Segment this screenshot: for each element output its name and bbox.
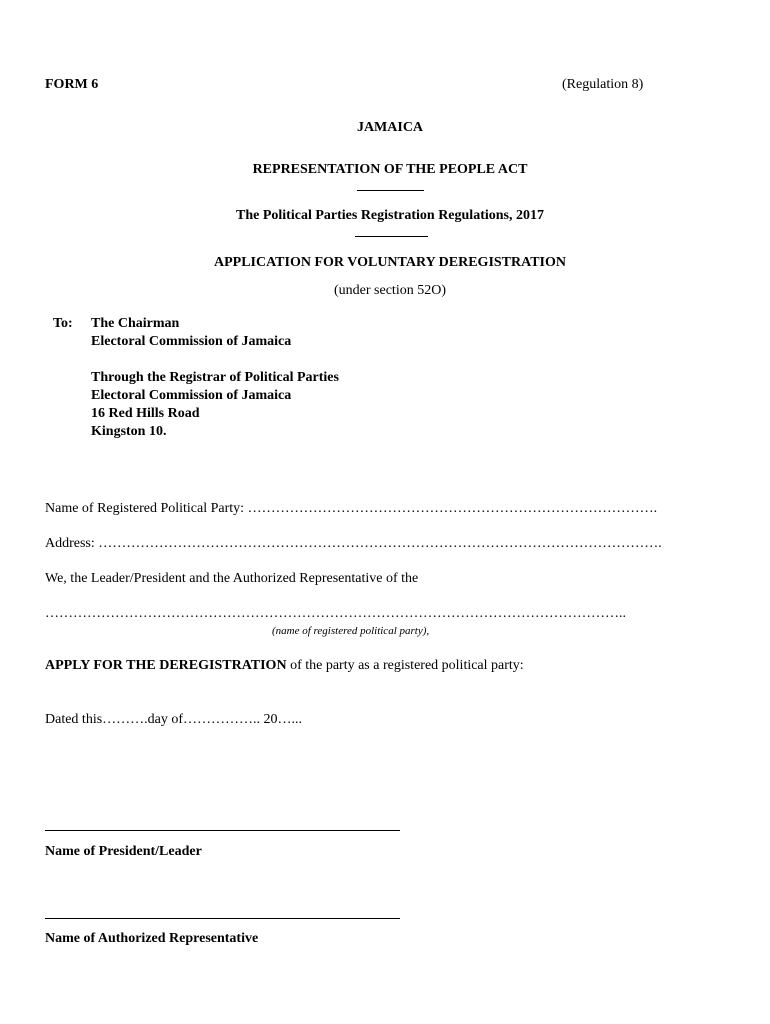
regulations-underline: [355, 236, 428, 237]
form-number: FORM 6: [45, 77, 99, 92]
dated-field[interactable]: Dated this……….day of…………….. 20…...: [45, 712, 303, 727]
president-name-label: Name of President/Leader: [45, 844, 202, 859]
apply-statement: [45, 659, 524, 673]
party-name-caption: (name of registered political party),: [272, 625, 430, 637]
act-title: REPRESENTATION OF THE PEOPLE ACT: [252, 162, 528, 177]
through-line-2: Electoral Commission of Jamaica: [91, 388, 292, 403]
act-underline: [357, 190, 424, 191]
country-title: JAMAICA: [356, 120, 424, 135]
through-line-4: Kingston 10.: [91, 424, 167, 439]
apply-statement-rest: of the party as a registered political party:: [286, 658, 524, 673]
section-reference: (under section 52O): [334, 283, 446, 298]
president-signature-line[interactable]: [45, 830, 400, 831]
representative-signature-line[interactable]: [45, 918, 400, 919]
regulations-title: The Political Parties Registration Regulations, 2017: [236, 208, 544, 223]
to-label: To:: [53, 316, 73, 331]
representative-name-label: Name of Authorized Representative: [45, 931, 259, 946]
address-field[interactable]: Address: ………………………………………………………………………………………………………….: [45, 536, 662, 551]
through-line-3: 16 Red Hills Road: [91, 406, 200, 421]
party-name-blank[interactable]: ……………………………………………………………………………………………………………..: [45, 606, 626, 621]
party-name-field[interactable]: Name of Registered Political Party: …………………………………………………………………………….: [45, 501, 658, 516]
regulation-reference: (Regulation 8): [562, 77, 644, 92]
through-line-1: Through the Registrar of Political Parties: [91, 370, 339, 385]
addressee-line-1: The Chairman: [91, 316, 180, 331]
apply-statement-bold: APPLY FOR THE DEREGISTRATION: [45, 658, 287, 673]
application-title: APPLICATION FOR VOLUNTARY DEREGISTRATION: [214, 255, 566, 270]
addressee-line-2: Electoral Commission of Jamaica: [91, 334, 292, 349]
declaration-text: We, the Leader/President and the Authorized Representative of the: [45, 571, 419, 586]
